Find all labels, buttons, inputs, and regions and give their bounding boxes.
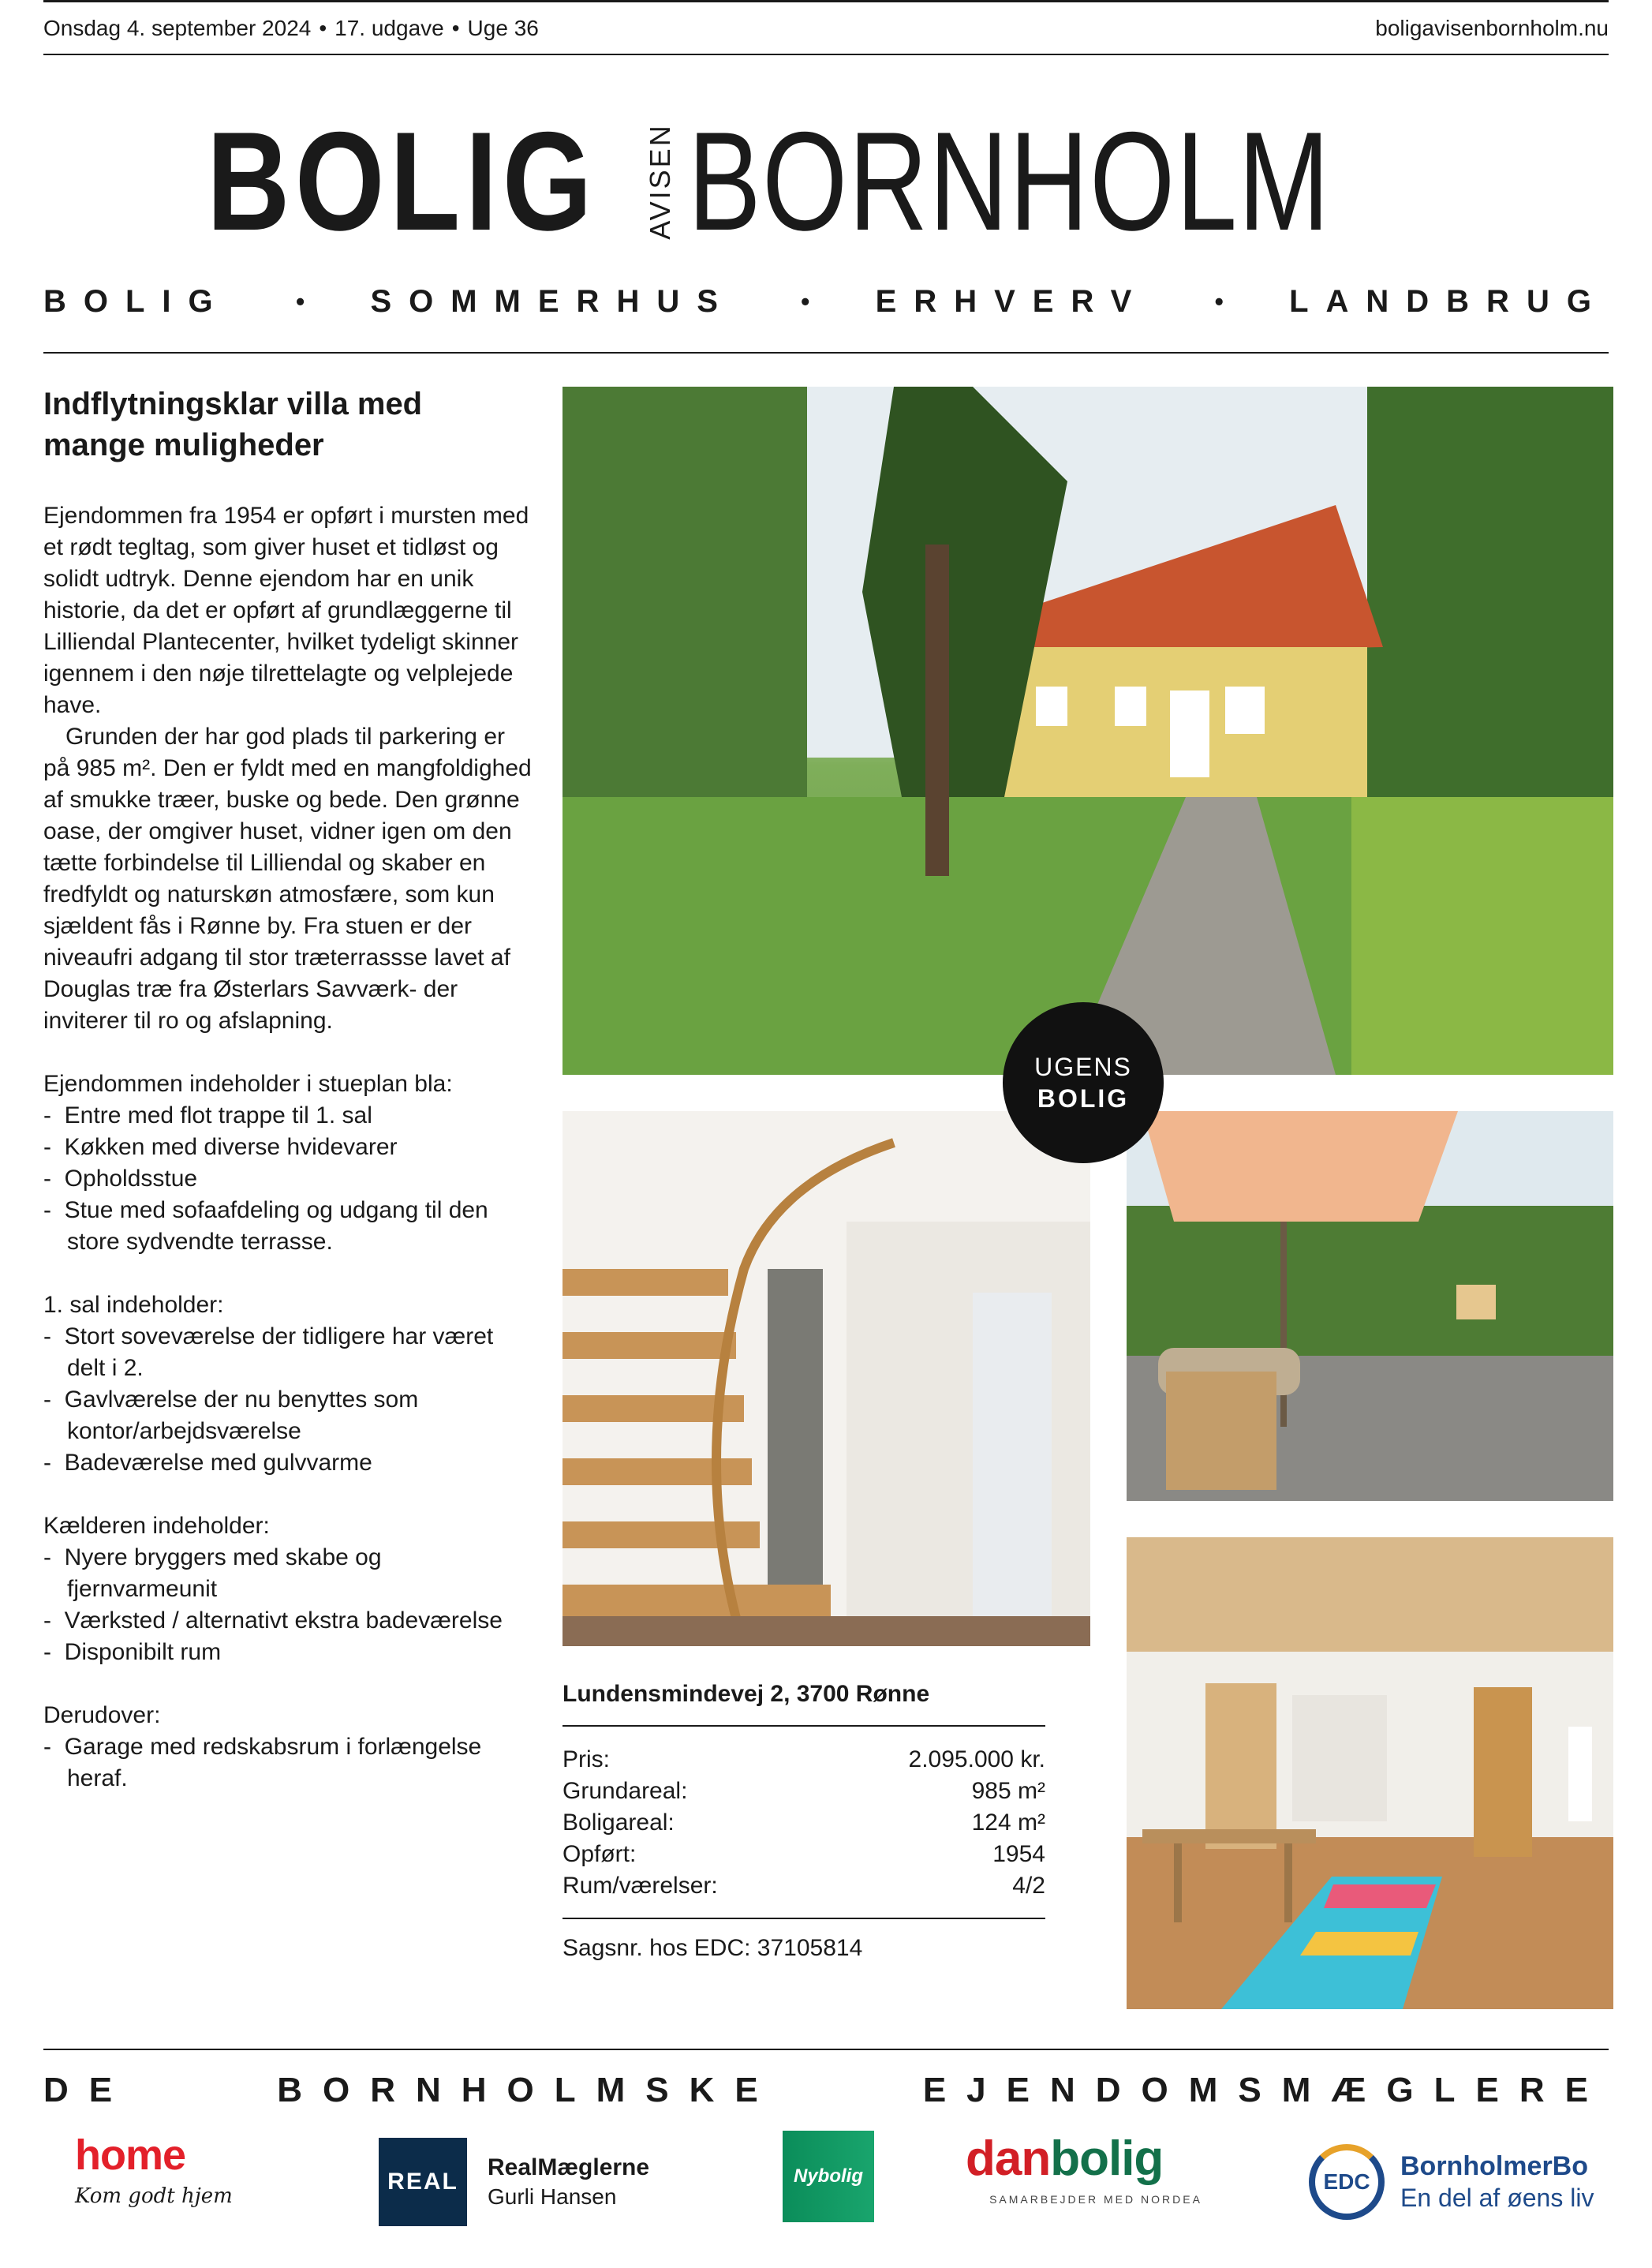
list-item: - Gavlværelse der nu benyttes som kontor/arbejdsværelse: [43, 1387, 419, 1444]
case-number: Sagsnr. hos EDC: 37105814: [563, 1918, 1045, 1962]
nybolig-logo[interactable]: Nybolig: [783, 2131, 874, 2222]
issue-week: Uge 36: [467, 16, 539, 40]
list-title: Kælderen indeholder:: [43, 1513, 270, 1539]
list-item: - Disponibilt rum: [43, 1639, 222, 1665]
list-item: - Entre med flot trappe til 1. sal: [43, 1102, 372, 1128]
list-item: - Køkken med diverse hvidevarer: [43, 1134, 398, 1160]
broker-logos: [43, 2131, 1609, 2233]
fact-label: Boligareal:: [563, 1810, 675, 1836]
footer-tagline: DE BORNHOLMSKE EJENDOMSMÆGLERE: [43, 2071, 1609, 2109]
facts-row: [563, 1839, 1045, 1870]
article-paragraph: Grunden der har god plads til parkering er på 985 m². Den er fyldt med en mangfoldighed af smukke træer, buske og bede. Den grønne oase, der omgiver huset, vidner igen om den tætte forbindelse til Lilliendal og skaber en fredfyldt og naturskøn atmosfære, som kun sjældent fås i Rønne by. Fra stuen er der niveaufri adgang til stor træterrassse lavet af Douglas træ fra Østerlars Savværk- der inviterer til ro og afslapning.: [43, 724, 532, 1034]
staircase-photo: [563, 1111, 1090, 1646]
fact-value: 1954: [992, 1841, 1045, 1867]
fact-value: 4/2: [1012, 1873, 1045, 1899]
staircase-illustration: [563, 1111, 1090, 1646]
list-item: - Garage med redskabsrum i forlængelse heraf.: [43, 1734, 482, 1791]
list-title: 1. sal indeholder:: [43, 1292, 224, 1318]
section-erhverv[interactable]: ERHVERV: [875, 284, 1149, 319]
list-title: Derudover:: [43, 1702, 161, 1728]
weekly-home-badge: UGENS BOLIG: [1003, 1002, 1164, 1163]
terrace-illustration: [1127, 1111, 1613, 1501]
article-paragraph: Ejendommen fra 1954 er opført i mursten med et rødt tegltag, som giver huset et tidløst og solidt udtryk. Denne ejendom har en unik historie, da det er opført af grundlæggerne til Lilliendal Plantecenter, hvilket tydeligt skinner igennem i den nøje tilrettelagte og velplejede have.: [43, 503, 529, 718]
article-headline: Indflytningsklar villa med mange muligheder: [43, 387, 423, 462]
list-item: - Værksted / alternativt ekstra badeværelse: [43, 1607, 503, 1634]
issue-edition: 17. udgave: [335, 16, 444, 40]
house-exterior-illustration: [563, 387, 1613, 1075]
terrace-photo: [1127, 1111, 1613, 1501]
fact-value: 2.095.000 kr.: [908, 1746, 1045, 1772]
fact-value: 124 m²: [971, 1810, 1045, 1836]
masthead-bolig: BOLIG: [207, 103, 597, 260]
house-exterior-photo: [563, 387, 1613, 1075]
facts-row: [563, 1744, 1045, 1776]
edc-bornholmerbo-logo[interactable]: EDC BornholmerBo En del af øens liv: [1309, 2131, 1652, 2233]
facts-row: [563, 1776, 1045, 1807]
article: [43, 384, 533, 1795]
list-item: - Badeværelse med gulvvarme: [43, 1450, 372, 1476]
issue-date: Onsdag 4. september 2024: [43, 16, 312, 40]
list-item: - Nyere bryggers med skabe og fjernvarmeunit: [43, 1544, 382, 1602]
fact-label: Grundareal:: [563, 1778, 688, 1804]
fact-label: Opført:: [563, 1841, 637, 1867]
list-item: - Stort soveværelse der tidligere har været delt i 2.: [43, 1323, 494, 1381]
masthead-bornholm: BORNHOLM: [688, 103, 1331, 260]
article-body: [43, 500, 533, 1795]
top-bar: [43, 0, 1609, 55]
home-logo[interactable]: home Kom godt hjem: [75, 2131, 233, 2208]
issue-info: Onsdag 4. september 2024 • 17. udgave • Uge 36: [43, 16, 539, 40]
property-facts: [563, 1681, 1045, 1962]
website-link[interactable]: boligavisenbornholm.nu: [1375, 16, 1609, 40]
section-landbrug[interactable]: LANDBRUG: [1289, 284, 1609, 319]
fact-label: Rum/værelser:: [563, 1873, 718, 1899]
facts-row: [563, 1870, 1045, 1902]
section-nav: BOLIG • SOMMERHUS • ERHVERV • LANDBRUG: [43, 284, 1609, 354]
section-bolig[interactable]: BOLIG: [43, 284, 230, 319]
footer: [43, 2049, 1609, 2110]
list-item: - Stue med sofaafdeling og udgang til den store sydvendte terrasse.: [43, 1197, 488, 1255]
list-item: - Opholdsstue: [43, 1166, 198, 1192]
property-address: Lundensmindevej 2, 3700 Rønne: [563, 1681, 1045, 1727]
living-room-photo: [1127, 1537, 1613, 2009]
living-room-illustration: [1127, 1537, 1613, 2009]
fact-label: Pris:: [563, 1746, 610, 1772]
facts-table: [563, 1744, 1045, 1902]
danbolig-logo[interactable]: danbolig SAMARBEJDER MED NORDEA: [966, 2131, 1202, 2206]
edc-mark-icon: EDC: [1309, 2144, 1385, 2220]
facts-row: [563, 1807, 1045, 1839]
section-sommerhus[interactable]: SOMMERHUS: [370, 284, 735, 319]
masthead-avisen: AVISEN: [644, 123, 676, 240]
list-title: Ejendommen indeholder i stueplan bla:: [43, 1071, 453, 1097]
fact-value: 985 m²: [971, 1778, 1045, 1804]
masthead-logo: [0, 103, 1652, 260]
realmaeglerne-logo[interactable]: REAL RealMæglerne Gurli Hansen: [379, 2131, 678, 2233]
